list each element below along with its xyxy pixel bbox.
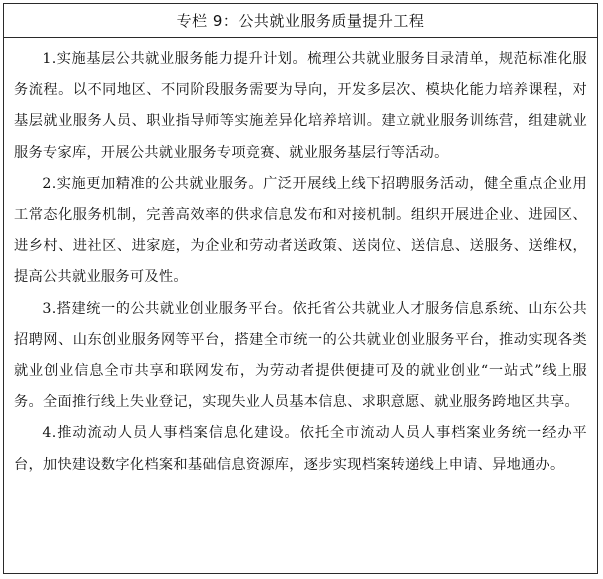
paragraph-1: 1.实施基层公共就业服务能力提升计划。梳理公共就业服务目录清单，规范标准化服务流程。以不同地区、不同阶段服务需要为导向，开发多层次、模块化能力培养课程，对基层就业服务人员、职业指导师等实施差异化培养培训。建立就业服务训练营，组建就业服务专家库，开展公共就业服务专项竞赛、就业服务基层行等活动。 — [14, 51, 587, 161]
paragraph-3: 3.搭建统一的公共就业创业服务平台。依托省公共就业人才服务信息系统、山东公共招聘网、山东创业服务网等平台，搭建全市统一的公共就业创业服务平台，推动实现各类就业创业信息全市共享和联网发布，为劳动者提供便捷可及的就业创业“一站式”线上服务。全面推行线上失业登记，实现失业人员基本信息、求职意愿、就业服务跨地区共享。 — [14, 300, 587, 411]
column-title: 专栏 9：公共就业服务质量提升工程 — [4, 4, 597, 38]
column-box — [3, 3, 598, 574]
paragraph-2: 2.实施更加精准的公共就业服务。广泛开展线上线下招聘服务活动，健全重点企业用工常态化服务机制，完善高效率的供求信息发布和对接机制。组织开展进企业、进园区、进乡村、进社区、进家庭，为企业和劳动者送政策、送岗位、送信息、送服务、送维权，提高公共就业服务可及性。 — [14, 175, 587, 286]
paragraph-4: 4.推动流动人员人事档案信息化建设。依托全市流动人员人事档案业务统一经办平台，加快建设数字化档案和基础信息资源库，逐步实现档案转递线上申请、异地通办。 — [14, 425, 587, 473]
column-content — [4, 38, 597, 481]
